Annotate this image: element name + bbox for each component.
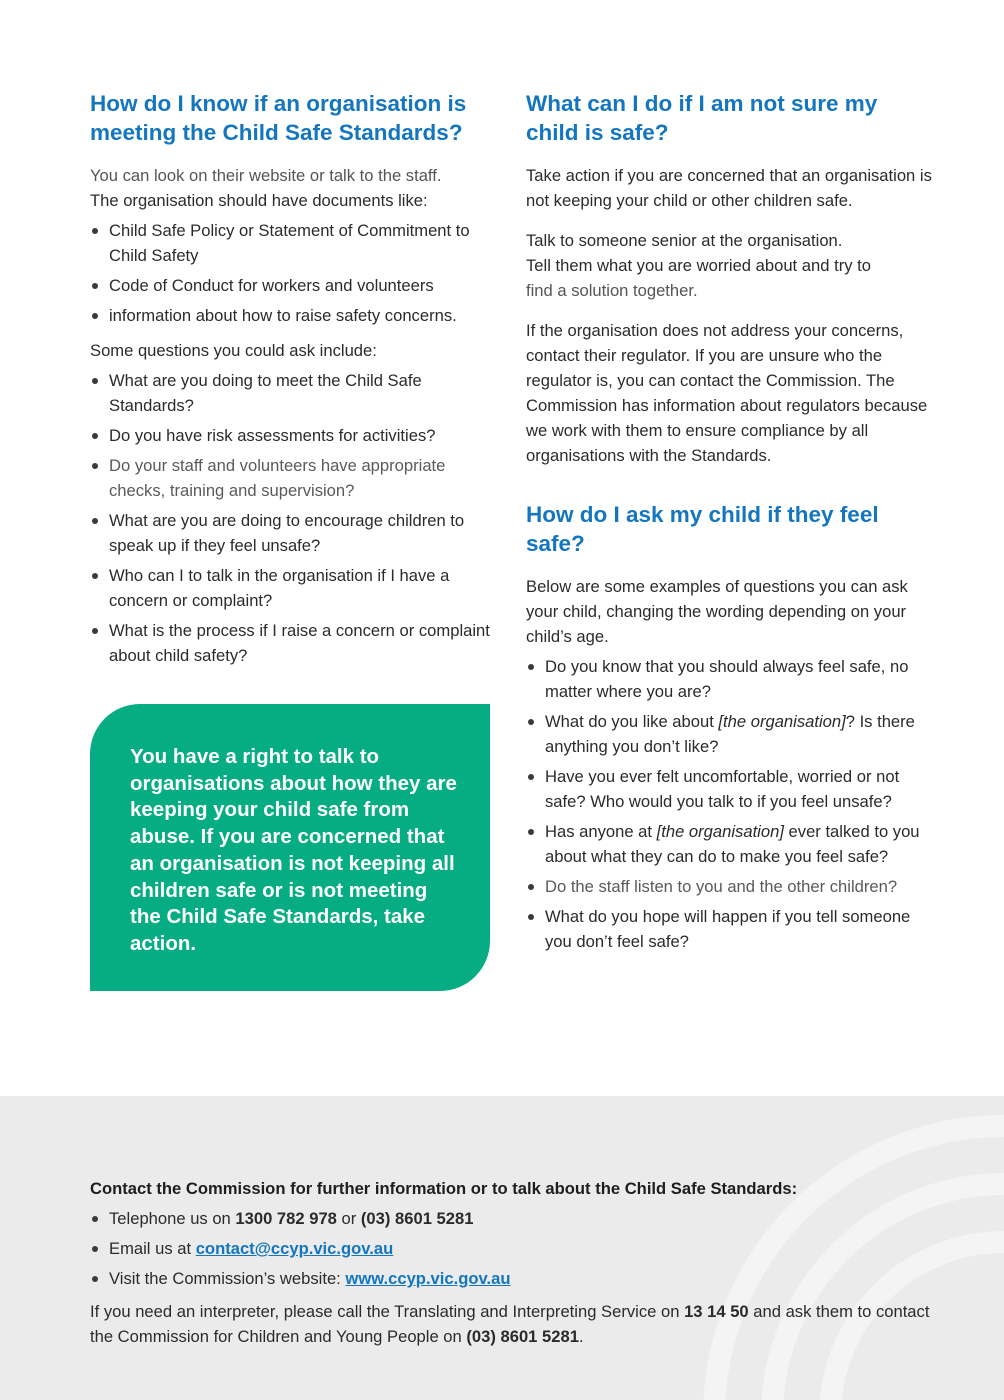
list-item: Do you know that you should always feel safe, no matter where you are? — [526, 654, 936, 704]
footer-content — [90, 1176, 930, 1349]
heading-ask-child: How do I ask my child if they feel safe? — [526, 502, 879, 556]
list-item: What are you are doing to encourage children to speak up if they feel unsafe? — [90, 508, 490, 558]
text-line: Tell them what you are worried about and try to — [526, 256, 871, 275]
child-questions-list — [526, 654, 936, 954]
heading-not-sure-safe: What can I do if I am not sure my child is safe? — [526, 91, 878, 145]
callout-box — [90, 704, 490, 991]
contact-list — [90, 1206, 930, 1291]
left-column — [90, 89, 490, 673]
intro-text-1: You can look on their website or talk to the staff. — [90, 166, 442, 185]
website-link[interactable]: www.ccyp.vic.gov.au — [345, 1269, 511, 1288]
paragraph-talk-senior — [526, 228, 936, 303]
email-link[interactable]: contact@ccyp.vic.gov.au — [195, 1239, 394, 1258]
intro-text-2: The organisation should have documents like: — [90, 191, 428, 210]
list-item: What do you hope will happen if you tell someone you don’t feel safe? — [526, 904, 936, 954]
list-item: Who can I to talk in the organisation if I have a concern or complaint? — [90, 563, 490, 613]
paragraph-examples: Below are some examples of questions you can ask your child, changing the wording depending on your child’s age. — [526, 577, 908, 646]
phone-number-alt: (03) 8601 5281 — [360, 1209, 474, 1228]
list-item: Child Safe Policy or Statement of Commitment to Child Safety — [90, 218, 490, 268]
contact-email: Email us at contact@ccyp.vic.gov.au — [90, 1236, 930, 1261]
list-item: Has anyone at [the organisation] ever talked to you about what they can do to make you feel safe? — [526, 819, 936, 869]
list-item: Do the staff listen to you and the other children? — [526, 874, 936, 899]
list-item: Do your staff and volunteers have appropriate checks, training and supervision? — [90, 453, 490, 503]
list-item: Code of Conduct for workers and volunteers — [90, 273, 490, 298]
text-line: find a solution together. — [526, 281, 698, 300]
heading-organisation-standards: How do I know if an organisation is meeting the Child Safe Standards? — [90, 91, 467, 145]
list-item: Have you ever felt uncomfortable, worried or not safe? Who would you talk to if you feel unsafe? — [526, 764, 936, 814]
paragraph-regulator: If the organisation does not address your concerns, contact their regulator. If you are unsure who the regulator is, you can contact the Commission. The Commission has information about regulators because we work with them to ensure compliance by all organisations with the Standards. — [526, 321, 928, 465]
text-line: Talk to someone senior at the organisation. — [526, 231, 843, 250]
list-item: Do you have risk assessments for activities? — [90, 423, 490, 448]
paragraph-take-action: Take action if you are concerned that an organisation is not keeping your child or other children safe. — [526, 166, 932, 210]
questions-list — [90, 368, 490, 668]
questions-intro: Some questions you could ask include: — [90, 341, 377, 360]
list-item: information about how to raise safety concerns. — [90, 303, 490, 328]
interpreter-note: If you need an interpreter, please call the Translating and Interpreting Service on 13 14 50 and ask them to contact the Commission for Children and Young People on (03) 8601 5281. — [90, 1302, 930, 1346]
list-item: What do you like about [the organisation]? Is there anything you don’t like? — [526, 709, 936, 759]
contact-phone: Telephone us on 1300 782 978 or (03) 8601 5281 — [90, 1206, 930, 1231]
right-column — [526, 89, 936, 959]
phone-number: 1300 782 978 — [235, 1209, 337, 1228]
documents-list — [90, 218, 490, 328]
footer-heading: Contact the Commission for further information or to talk about the Child Safe Standards: — [90, 1179, 798, 1198]
list-item: What are you doing to meet the Child Safe Standards? — [90, 368, 490, 418]
list-item: What is the process if I raise a concern or complaint about child safety? — [90, 618, 490, 668]
contact-website: Visit the Commission’s website: www.ccyp.vic.gov.au — [90, 1266, 930, 1291]
callout-text: You have a right to talk to organisations about how they are keeping your child safe from abuse. If you are concerned that an organisation is not keeping all children safe or is not meeting the Child Safe Standards, take action. — [130, 745, 457, 955]
contact-footer — [0, 1096, 1004, 1400]
